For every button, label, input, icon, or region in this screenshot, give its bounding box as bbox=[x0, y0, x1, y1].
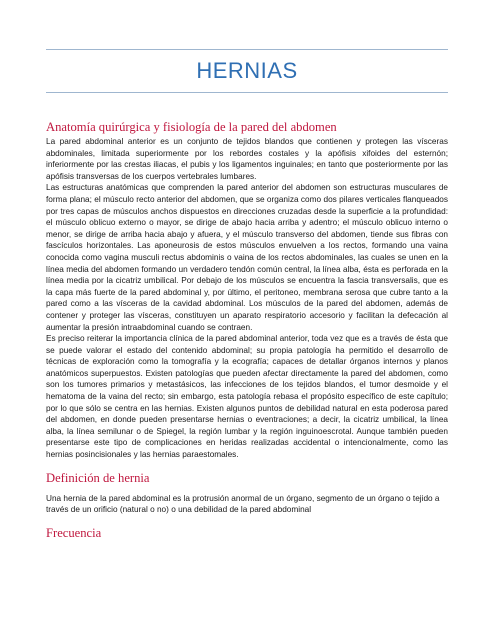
section-heading-frecuencia: Frecuencia bbox=[46, 525, 102, 540]
paragraph: Es preciso reiterar la importancia clínica de la pared abdominal anterior, toda vez que es a través de ésta que se puede valorar el estado del contenido abdominal; su propia patología ha permitido el desarrollo de técnicas de exploración como la tomografía y la ecografía; capaces de detallar órganos internos y planos anatómicos superpuestos. Existen patologías que pueden afectar directamente la pared del abdomen, como son los tumores primarios y metastásicos, las infecciones de los tejidos blandos, el tumor desmoide y el hematoma de la vaina del recto; sin embargo, esta patología rebasa el propósito específico de este capítulo; por lo que sólo se centra en las hernias. Existen algunos puntos de debilidad natural en esta poderosa pared del abdomen, en donde pueden presentarse hernias o eventraciones; a decir, la cicatriz umbilical, la línea alba, la línea semilunar o de Spiegel, la región lumbar y la región inguinoescrotal. Aunque también pueden presentarse este tipo de complicaciones en heridas realizadas accidental o intencionalmente, como las hernias posincisionales y las hernias paraestomales. bbox=[46, 334, 448, 460]
title-rule-bottom bbox=[46, 92, 448, 93]
title-rule-top bbox=[46, 49, 448, 50]
section-heading-definicion: Definición de hernia bbox=[46, 470, 150, 485]
paragraph: La pared abdominal anterior es un conjunto de tejidos blandos que contienen y protegen las vísceras abdominales, limitada superiormente por los rebordes costales y la apófisis xifoides del esternón; inferiormente por las crestas iliacas, el pubis y los ligamentos inguinales; en tanto que posteriormente por las apófisis transversas de los cuerpos vertebrales lumbares. bbox=[46, 137, 448, 181]
section-heading-anatomia: Anatomía quirúrgica y fisiología de la pared del abdomen bbox=[46, 120, 337, 134]
document-body bbox=[46, 120, 448, 542]
document-title: HERNIAS bbox=[196, 58, 298, 83]
paragraph: Una hernia de la pared abdominal es la protrusión anormal de un órgano, segmento de un órgano o tejido a través de un orificio (natural o no) o una debilidad de la pared abdominal bbox=[46, 493, 440, 515]
paragraph: Las estructuras anatómicas que comprenden la pared anterior del abdomen son estructuras musculares de forma plana; el músculo recto anterior del abdomen, que se organiza como dos pilares verticales flanqueados por tres capas de músculos anchos dispuestos en direcciones cruzadas desde la superficie a la profundidad: el músculo oblicuo externo o mayor, se dirige de abajo hacia arriba y adentro; el músculo oblicuo interno o menor, se dirige de arriba hacia abajo y afuera, y el músculo transverso del abdomen, tiende sus fibras con fascículos horizontales. Las aponeurosis de estos músculos envuelven a los rectos, formando una vaina conocida como vagina musculi rectus abdominis o vaina de los rectos abdominales, las cuales se unen en la línea media del abdomen formando un verdadero tendón común central, la línea alba, ésta es perforada en la línea media por la cicatriz umbilical. Por debajo de los músculos se encuentra la fascia transversalis, que es la capa más fuerte de la pared abdominal y, por último, el peritoneo, membrana serosa que cubre tanto a la pared como a las vísceras de la cavidad abdominal. Los músculos de la pared del abdomen, además de contener y proteger las vísceras, constituyen un aparato respiratorio accesorio y facilitan la defecación al aumentar la presión intraabdominal cuando se contraen. bbox=[46, 183, 448, 332]
